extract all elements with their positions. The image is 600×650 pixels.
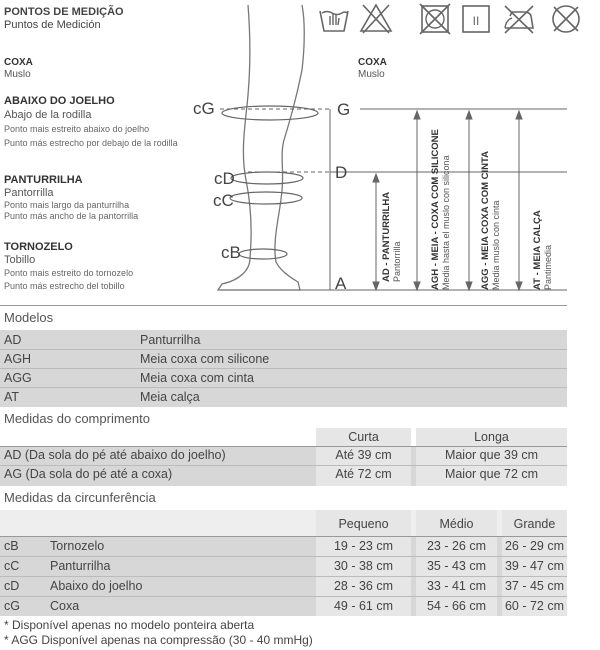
label-tornozelo-sub: Tobillo bbox=[4, 254, 36, 266]
point-cg: cG bbox=[193, 99, 215, 118]
comprimento-header: Longa bbox=[474, 430, 509, 444]
label-panturrilha-l2: Punto más ancho de la pantorrilla bbox=[4, 211, 139, 221]
modelo-name: Meia coxa com silicone bbox=[140, 352, 270, 366]
point-d: D bbox=[335, 163, 348, 182]
point-a: A bbox=[335, 274, 347, 293]
circ-name: Panturrilha bbox=[50, 559, 111, 573]
label-abaixo-l1: Ponto mais estreito abaixo do joelho bbox=[4, 124, 150, 134]
label-panturrilha-sub: Pantorrilla bbox=[4, 187, 54, 199]
circ-code: cC bbox=[4, 559, 20, 573]
vertical-ad: AD - PANTURRILHA Pantorrilla bbox=[381, 191, 402, 282]
circ-grande: 26 - 29 cm bbox=[504, 539, 565, 553]
modelo-code: AD bbox=[4, 333, 22, 347]
circ-name: Abaixo do joelho bbox=[50, 579, 143, 593]
label-tornozelo-title: TORNOZELO bbox=[4, 241, 73, 253]
point-cd: cD bbox=[214, 169, 235, 188]
comprimento-longa: Maior que 39 cm bbox=[444, 448, 539, 462]
label-panturrilha-title: PANTURRILHA bbox=[4, 174, 83, 186]
comprimento-title: Medidas do comprimento bbox=[4, 411, 150, 426]
circ-medio: 54 - 66 cm bbox=[426, 599, 487, 613]
circunferencia-header: Médio bbox=[439, 517, 474, 531]
modelo-code: AGH bbox=[4, 352, 32, 366]
label-abaixo-sub: Abajo de la rodilla bbox=[4, 109, 92, 121]
comprimento-label: AG (Da sola do pé até a coxa) bbox=[4, 467, 173, 481]
page-title: PONTOS DE MEDIÇÃO bbox=[4, 6, 124, 18]
modelo-code: AT bbox=[4, 390, 20, 404]
circ-pequeno: 30 - 38 cm bbox=[333, 559, 394, 573]
circ-medio: 35 - 43 cm bbox=[426, 559, 487, 573]
comprimento-longa: Maior que 72 cm bbox=[444, 467, 539, 481]
modelo-name: Meia coxa com cinta bbox=[140, 371, 254, 385]
label-panturrilha-l1: Ponto mais largo da panturrilha bbox=[4, 200, 130, 210]
vertical-agh: AGH - MEIA - COXA COM SILICONE Media hasta el muslo con silicona bbox=[430, 129, 451, 290]
label-coxa-sub: Muslo bbox=[4, 69, 31, 80]
modelo-name: Panturrilha bbox=[140, 333, 201, 347]
label-abaixo-l2: Punto más estrecho por debajo de la rodilla bbox=[4, 138, 178, 148]
vertical-agg: AGG - MEIA COXA COM CINTA Media muslo con cinta bbox=[480, 151, 501, 290]
ellipse-cg bbox=[222, 106, 318, 120]
comprimento-curta: Até 72 cm bbox=[335, 467, 392, 481]
circ-grande: 60 - 72 cm bbox=[504, 599, 565, 613]
label-abaixo-title: ABAIXO DO JOELHO bbox=[4, 95, 115, 107]
circ-name: Coxa bbox=[50, 599, 80, 613]
footnote: * AGG Disponível apenas na compressão (30 - 40 mmHg) bbox=[4, 633, 313, 647]
vertical-at: AT - MEIA CALÇA Pantimedia bbox=[532, 210, 553, 290]
leg-diagram bbox=[0, 0, 600, 300]
circ-pequeno: 19 - 23 cm bbox=[333, 539, 394, 553]
comprimento-header: Curta bbox=[348, 430, 379, 444]
label-coxa-title: COXA bbox=[4, 57, 33, 68]
circ-grande: 39 - 47 cm bbox=[504, 559, 565, 573]
label-tornozelo-l1: Ponto mais estreito do tornozelo bbox=[4, 268, 134, 278]
right-coxa-title: COXA bbox=[358, 57, 387, 68]
modelos-title: Modelos bbox=[4, 310, 54, 325]
circunferencia-header: Grande bbox=[513, 517, 556, 531]
circ-pequeno: 28 - 36 cm bbox=[333, 579, 394, 593]
point-cc: cC bbox=[213, 191, 234, 210]
point-g: G bbox=[337, 100, 351, 119]
page-subtitle: Puntos de Medición bbox=[4, 19, 101, 31]
circunferencia-title: Medidas da circunferência bbox=[4, 490, 156, 505]
right-coxa-sub: Muslo bbox=[358, 69, 385, 80]
circ-pequeno: 49 - 61 cm bbox=[333, 599, 394, 613]
circ-code: cG bbox=[4, 599, 20, 613]
circ-code: cB bbox=[4, 539, 19, 553]
circ-code: cD bbox=[4, 579, 20, 593]
circunferencia-header: Pequeno bbox=[338, 517, 389, 531]
point-cb: cB bbox=[221, 243, 241, 262]
modelo-name: Meia calça bbox=[140, 390, 200, 404]
modelo-code: AGG bbox=[4, 371, 32, 385]
comprimento-label: AD (Da sola do pé até abaixo do joelho) bbox=[4, 448, 226, 462]
ellipse-cc bbox=[230, 192, 302, 204]
circ-grande: 37 - 45 cm bbox=[504, 579, 565, 593]
ellipse-cb bbox=[239, 249, 287, 259]
line-dry-mark: II bbox=[472, 14, 480, 28]
circ-medio: 23 - 26 cm bbox=[426, 539, 487, 553]
comprimento-curta: Até 39 cm bbox=[335, 448, 392, 462]
circ-medio: 33 - 41 cm bbox=[426, 579, 487, 593]
label-tornozelo-l2: Punto más estrecho del tobillo bbox=[4, 281, 125, 291]
footnote: * Disponível apenas no modelo ponteira aberta bbox=[4, 618, 255, 632]
ellipse-cd bbox=[231, 172, 303, 184]
circ-name: Tornozelo bbox=[50, 539, 105, 553]
